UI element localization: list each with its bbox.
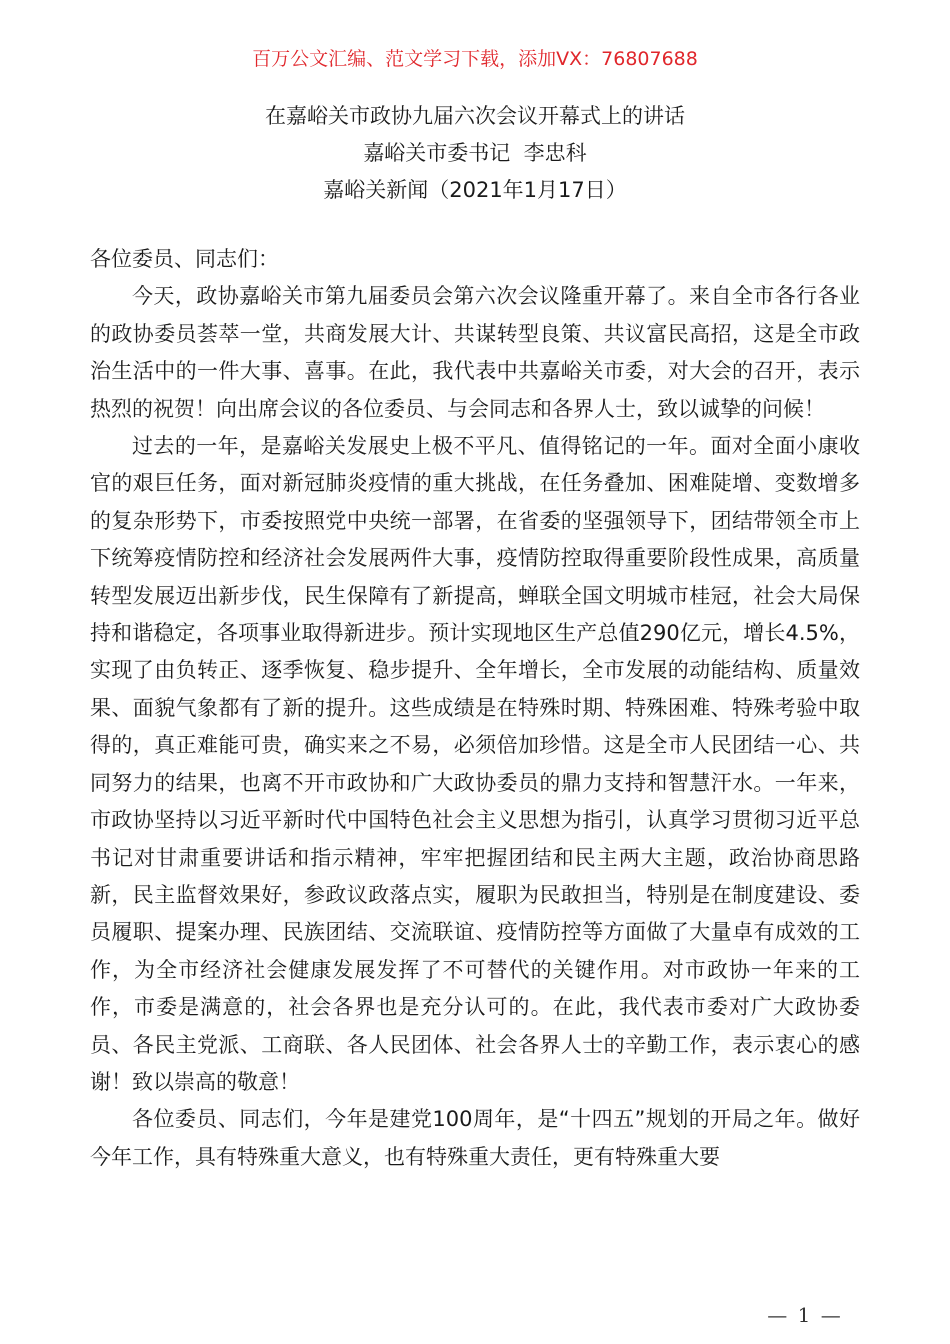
salutation: 各位委员、同志们：	[90, 247, 279, 271]
document-author: 嘉峪关市委书记 李忠科	[363, 141, 587, 165]
paragraph-3: 各位委员、同志们，今年是建党100周年，是“十四五”规划的开局之年。做好今年工作，具有特殊重大意义，也有特殊重大责任，更有特殊重大要	[90, 1107, 860, 1169]
paragraph-2: 过去的一年，是嘉峪关发展史上极不平凡、值得铭记的一年。面对全面小康收官的艰巨任务，面对新冠肺炎疫情的重大挑战，在任务叠加、困难陡增、变数增多的复杂形势下，市委按照党中央统一部署，在省委的坚强领导下，团结带领全市上下统筹疫情防控和经济社会发展两件大事，疫情防控取得重要阶段性成果，高质量转型发展迈出新步伐，民生保障有了新提高，蝉联全国文明城市桂冠，社会大局保持和谐稳定，各项事业取得新进步。预计实现地区生产总值290亿元，增长4.5%，实现了由负转正、逐季恢复、稳步提升、全年增长，全市发展的动能结构、质量效果、面貌气象都有了新的提升。这些成绩是在特殊时期、特殊困难、特殊考验中取得的，真正难能可贵，确实来之不易，必须倍加珍惜。这是全市人民团结一心、共同努力的结果，也离不开市政协和广大政协委员的鼎力支持和智慧汗水。一年来，市政协坚持以习近平新时代中国特色社会主义思想为指引，认真学习贯彻习近平总书记对甘肃重要讲话和指示精神，牢牢把握团结和民主两大主题，政治协商思路新，民主监督效果好，参政议政落点实，履职为民敢担当，特别是在制度建设、委员履职、提案办理、民族团结、交流联谊、疫情防控等方面做了大量卓有成效的工作，为全市经济社会健康发展发挥了不可替代的关键作用。对市政协一年来的工作，市委是满意的，社会各界也是充分认可的。在此，我代表市委对广大政协委员、各民主党派、工商联、各人民团体、社会各界人士的辛勤工作，表示衷心的感谢！致以崇高的敬意！	[90, 434, 860, 1094]
promo-banner: 百万公文汇编、范文学习下载，添加VX：76807688	[252, 48, 698, 70]
document-source: 嘉峪关新闻（2021年1月17日）	[323, 178, 627, 202]
document-header	[0, 98, 950, 209]
paragraph-1: 今天，政协嘉峪关市第九届委员会第六次会议隆重开幕了。来自全市各行各业的政协委员荟萃一堂，共商发展大计、共谋转型良策、共议富民高招，这是全市政治生活中的一件大事、喜事。在此，我代表中共嘉峪关市委，对大会的召开，表示热烈的祝贺！向出席会议的各位委员、与会同志和各界人士，致以诚挚的问候！	[90, 284, 860, 421]
document-body	[90, 241, 860, 1176]
page-number: — 1 —	[767, 1303, 843, 1327]
document-title: 在嘉峪关市政协九届六次会议开幕式上的讲话	[265, 104, 685, 128]
